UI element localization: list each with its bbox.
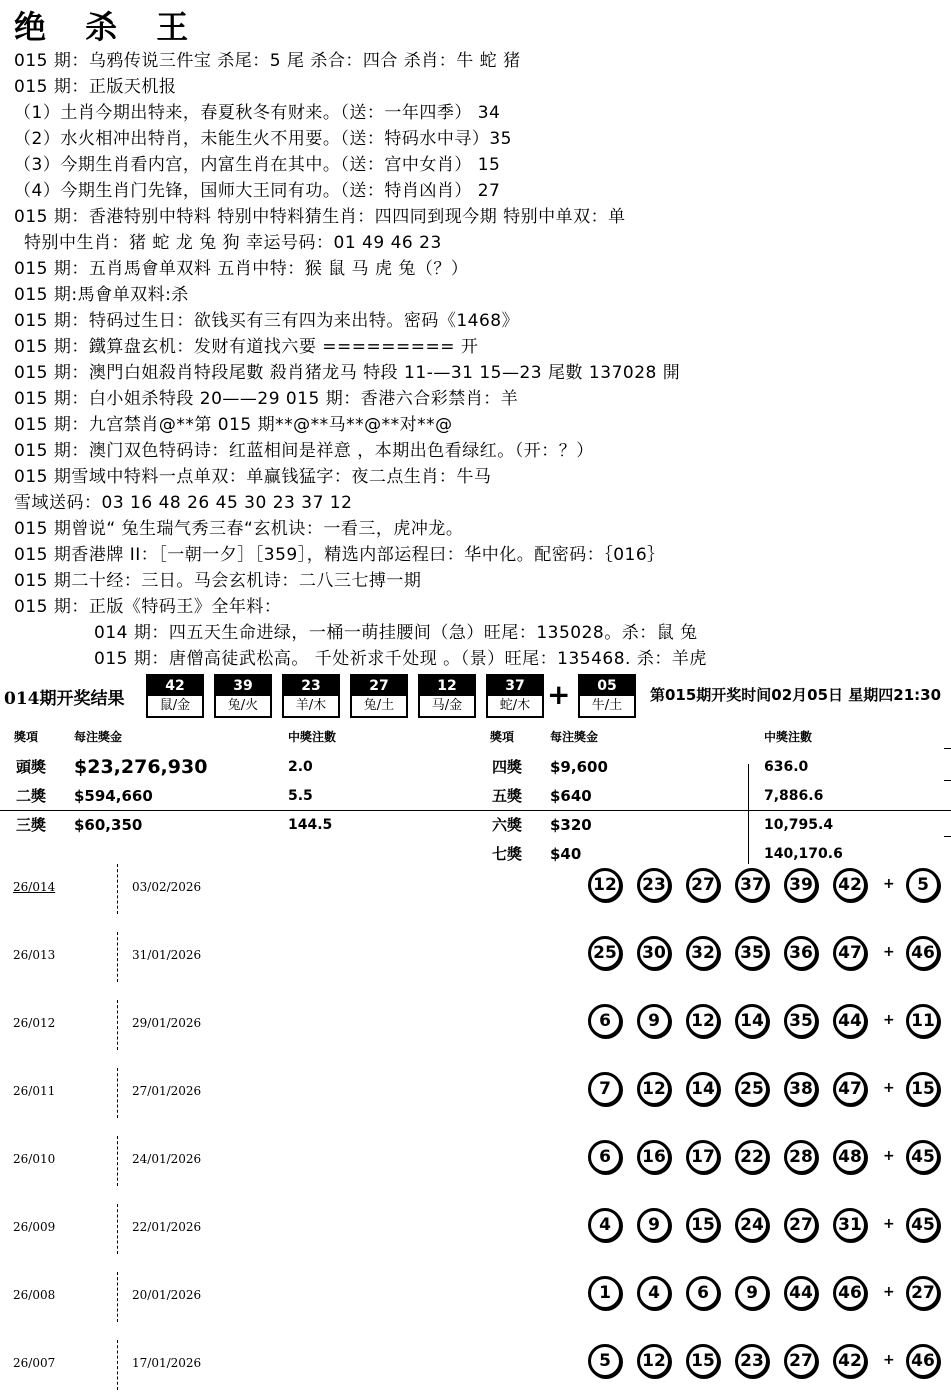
- result-ball: [418, 674, 476, 718]
- forecast-lines: [14, 48, 944, 672]
- number-ball: 44: [784, 1276, 818, 1310]
- number-ball: 23: [735, 1344, 769, 1378]
- special-ball: 46: [906, 936, 940, 970]
- prize-amount: $60,350: [74, 816, 143, 834]
- plus-sign: +: [883, 1284, 895, 1300]
- number-ball: 6: [686, 1276, 720, 1310]
- number-ball: 12: [637, 1072, 671, 1106]
- text-line: 015 期：正版天机报: [14, 77, 177, 97]
- prize-amount: $594,660: [74, 787, 153, 805]
- number-ball: 27: [784, 1344, 818, 1378]
- issue-number[interactable]: 26/014: [13, 880, 56, 894]
- history-row: [0, 920, 951, 988]
- prize-count: 10,795.4: [764, 817, 834, 833]
- prize-count: 636.0: [764, 759, 809, 775]
- prize-amount: $23,276,930: [74, 756, 208, 778]
- prize-count: 7,886.6: [764, 788, 824, 804]
- text-line: 015 期:馬會单双料:杀: [14, 285, 189, 305]
- plus-sign: +: [883, 1080, 895, 1096]
- draw-date: 17/01/2026: [132, 1356, 202, 1370]
- prize-amount: $640: [550, 787, 592, 805]
- special-ball: 46: [906, 1344, 940, 1378]
- number-ball: 30: [637, 936, 671, 970]
- row-separator: [117, 1068, 119, 1118]
- number-ball: 47: [833, 1072, 867, 1106]
- header-amount: 每注獎金: [550, 730, 599, 744]
- result-number: 37: [488, 676, 542, 696]
- text-line: 015 期：澳门双色特码诗：红蓝相间是祥意 ，本期出色看绿红。（开：？）: [14, 441, 594, 461]
- number-ball: 7: [588, 1072, 622, 1106]
- result-number: 12: [420, 676, 474, 696]
- prize-name: 五獎: [492, 787, 523, 805]
- text-line: 015 期：鐵算盘玄机：发财有道找六要 ========= 开: [14, 337, 479, 357]
- special-ball: 45: [906, 1208, 940, 1242]
- text-line: （3）今期生肖看内宫，内富生肖在其中。（送：宫中女肖） 15: [14, 155, 501, 175]
- text-line: 015 期曾说“ 兔生瑞气秀三春“玄机诀：一看三，虎冲龙。: [14, 519, 464, 539]
- header-count: 中獎注數: [288, 730, 337, 744]
- draw-date: 20/01/2026: [132, 1288, 202, 1302]
- text-line: （1）土肖今期出特来，春夏秋冬有财来。（送：一年四季） 34: [14, 103, 501, 123]
- prize-row: [492, 783, 932, 809]
- draw-date: 29/01/2026: [132, 1016, 202, 1030]
- issue-number: 26/010: [13, 1152, 56, 1166]
- text-line: 015 期：白小姐杀特段 20——29 015 期：香港六合彩禁肖：羊: [14, 389, 519, 409]
- prize-name: 四獎: [492, 758, 523, 776]
- number-ball: 4: [637, 1276, 671, 1310]
- row-separator: [117, 932, 119, 982]
- issue-number: 26/007: [13, 1356, 56, 1370]
- result-zodiac: 羊/木: [295, 698, 327, 713]
- number-ball: 31: [833, 1208, 867, 1242]
- number-ball: 32: [686, 936, 720, 970]
- number-ball: 47: [833, 936, 867, 970]
- number-ball: 22: [735, 1140, 769, 1174]
- plus-sign: +: [883, 1148, 895, 1164]
- special-zodiac: 牛/土: [591, 698, 623, 713]
- draw-date: 22/01/2026: [132, 1220, 202, 1234]
- result-ball: [486, 674, 544, 718]
- plus-sign: +: [547, 678, 571, 711]
- plus-sign: +: [883, 1216, 895, 1232]
- result-ball: [214, 674, 272, 718]
- row-separator: [117, 1272, 119, 1322]
- number-ball: 15: [686, 1344, 720, 1378]
- special-ball: 27: [906, 1276, 940, 1310]
- plus-sign: +: [883, 944, 895, 960]
- number-ball: 35: [784, 1004, 818, 1038]
- special-number: 05: [580, 676, 634, 696]
- draw-time: 第015期开奖时间02月05日 星期四21:30: [650, 686, 942, 704]
- number-ball: 12: [686, 1004, 720, 1038]
- special-ball: 5: [906, 868, 940, 902]
- table-tick: [944, 748, 951, 749]
- history-row: [0, 1192, 951, 1260]
- prize-count: 140,170.6: [764, 846, 843, 862]
- text-line: （4）今期生肖门先锋，国师大王同有功。（送：特肖凶肖） 27: [14, 181, 501, 201]
- number-ball: 15: [686, 1208, 720, 1242]
- number-ball: 42: [833, 868, 867, 902]
- draw-date: 03/02/2026: [132, 880, 202, 894]
- text-line: 015 期：唐僧高徒武松高。 千处祈求千处现 。（景）旺尾：135468. 杀：羊虎: [94, 649, 707, 669]
- number-ball: 4: [588, 1208, 622, 1242]
- text-line: 015 期：特码过生日：欲钱买有三有四为来出特。密码《1468》: [14, 311, 520, 331]
- prize-row: [16, 754, 456, 780]
- special-ball: 45: [906, 1140, 940, 1174]
- number-ball: 9: [637, 1208, 671, 1242]
- result-ball: [350, 674, 408, 718]
- prize-row: [16, 783, 456, 809]
- result-zodiac: 蛇/木: [499, 698, 531, 713]
- prize-count: 5.5: [288, 788, 313, 804]
- number-ball: 25: [735, 1072, 769, 1106]
- row-separator: [117, 1000, 119, 1050]
- prize-row: [492, 754, 932, 780]
- text-line: 特别中生肖：猪 蛇 龙 兔 狗 幸运号码：01 49 46 23: [24, 233, 442, 253]
- page-title: 绝 杀 王: [14, 8, 203, 46]
- text-line: 015 期：乌鸦传说三件宝 杀尾：5 尾 杀合：四合 杀肖：牛 蛇 猪: [14, 51, 521, 71]
- text-line: 015 期香港牌 II：［一朝一夕］［359］，精选内部运程曰：华中化。配密码：｛016｝: [14, 545, 665, 565]
- number-ball: 39: [784, 868, 818, 902]
- text-line: （2）水火相冲出特肖，未能生火不用要。（送：特码水中寻）35: [14, 129, 512, 149]
- number-ball: 38: [784, 1072, 818, 1106]
- number-ball: 1: [588, 1276, 622, 1310]
- header-amount: 每注獎金: [74, 730, 123, 744]
- history-row: [0, 988, 951, 1056]
- draw-date: 24/01/2026: [132, 1152, 202, 1166]
- issue-number: 26/008: [13, 1288, 56, 1302]
- result-number: 39: [216, 676, 270, 696]
- column-divider: [748, 764, 749, 864]
- result-zodiac: 马/金: [431, 698, 463, 713]
- number-ball: 28: [784, 1140, 818, 1174]
- row-separator: [117, 1204, 119, 1254]
- header-item: 獎項: [14, 730, 39, 744]
- number-ball: 25: [588, 936, 622, 970]
- number-ball: 6: [588, 1004, 622, 1038]
- issue-number: 26/012: [13, 1016, 56, 1030]
- prize-count: 144.5: [288, 817, 333, 833]
- number-ball: 46: [833, 1276, 867, 1310]
- result-number: 27: [352, 676, 406, 696]
- prize-name: 頭獎: [16, 758, 47, 776]
- text-line: 015 期：澳門白姐殺肖特段尾數 殺肖猪龙马 特段 11-—31 15—23 尾數 137028 開: [14, 363, 681, 383]
- draw-date: 27/01/2026: [132, 1084, 202, 1098]
- prize-amount: $9,600: [550, 758, 608, 776]
- text-line: 015 期雪域中特料一点单双：单赢钱猛字：夜二点生肖：牛马: [14, 467, 492, 487]
- issue-number: 26/009: [13, 1220, 56, 1234]
- prize-row: [16, 812, 456, 838]
- row-separator: [117, 1136, 119, 1186]
- number-ball: 14: [686, 1072, 720, 1106]
- prize-name: 七獎: [492, 845, 523, 863]
- number-ball: 44: [833, 1004, 867, 1038]
- history-row: [0, 1260, 951, 1328]
- row-separator: [117, 1340, 119, 1390]
- result-zodiac: 兔/土: [363, 698, 395, 713]
- text-line: 015 期：九宫禁肖@**第 015 期**@**马**@**对**@: [14, 415, 453, 435]
- number-ball: 12: [588, 868, 622, 902]
- history-row: [0, 1056, 951, 1124]
- result-number: 23: [284, 676, 338, 696]
- text-line: 015 期：五肖馬會单双料 五肖中特：猴 鼠 马 虎 兔（？）: [14, 259, 469, 279]
- prize-name: 三獎: [16, 816, 47, 834]
- issue-number: 26/013: [13, 948, 56, 962]
- text-line: 015 期：正版《特码王》全年料：: [14, 597, 282, 617]
- number-ball: 9: [637, 1004, 671, 1038]
- number-ball: 48: [833, 1140, 867, 1174]
- number-ball: 37: [735, 868, 769, 902]
- table-divider: [0, 810, 951, 811]
- result-zodiac: 鼠/金: [159, 698, 191, 713]
- number-ball: 14: [735, 1004, 769, 1038]
- result-ball: [146, 674, 204, 718]
- header-item: 獎項: [490, 730, 515, 744]
- text-line: 015 期二十经：三日。马会玄机诗：二八三七搏一期: [14, 571, 422, 591]
- prize-name: 二獎: [16, 787, 47, 805]
- table-tick: [944, 780, 951, 781]
- number-ball: 36: [784, 936, 818, 970]
- row-separator: [117, 864, 119, 914]
- prize-amount: $320: [550, 816, 592, 834]
- number-ball: 12: [637, 1344, 671, 1378]
- prize-count: 2.0: [288, 759, 313, 775]
- number-ball: 9: [735, 1276, 769, 1310]
- draw-date: 31/01/2026: [132, 948, 202, 962]
- special-ball: 11: [906, 1004, 940, 1038]
- number-ball: 27: [784, 1208, 818, 1242]
- number-ball: 16: [637, 1140, 671, 1174]
- number-ball: 27: [686, 868, 720, 902]
- result-number: 42: [148, 676, 202, 696]
- number-ball: 42: [833, 1344, 867, 1378]
- result-ball: [282, 674, 340, 718]
- results-label: 014期开奖结果: [4, 689, 125, 709]
- header-count: 中獎注數: [764, 730, 813, 744]
- prize-name: 六獎: [492, 816, 523, 834]
- plus-sign: +: [883, 876, 895, 892]
- plus-sign: +: [883, 1012, 895, 1028]
- prize-amount: $40: [550, 845, 582, 863]
- history-row: [0, 852, 951, 920]
- prize-table: [0, 724, 951, 864]
- plus-sign: +: [883, 1352, 895, 1368]
- history-row: [0, 1124, 951, 1192]
- number-ball: 23: [637, 868, 671, 902]
- table-tick: [944, 836, 951, 837]
- text-line: 014 期：四五天生命进绿，一桶一萌挂腰间（急）旺尾：135028。杀：鼠 兔: [94, 623, 698, 643]
- issue-number: 26/011: [13, 1084, 56, 1098]
- text-line: 015 期：香港特别中特料 特别中特料猜生肖：四四同到现今期 特别中单双：单: [14, 207, 626, 227]
- number-ball: 17: [686, 1140, 720, 1174]
- special-ball: [578, 674, 636, 718]
- number-ball: 35: [735, 936, 769, 970]
- special-ball: 15: [906, 1072, 940, 1106]
- text-line: 雪域送码：03 16 48 26 45 30 23 37 12: [14, 493, 353, 513]
- result-zodiac: 兔/火: [227, 698, 259, 713]
- prize-row: [492, 812, 932, 838]
- history-row: [0, 1328, 951, 1396]
- number-ball: 24: [735, 1208, 769, 1242]
- draw-results-bar: [2, 672, 949, 720]
- number-ball: 5: [588, 1344, 622, 1378]
- number-ball: 6: [588, 1140, 622, 1174]
